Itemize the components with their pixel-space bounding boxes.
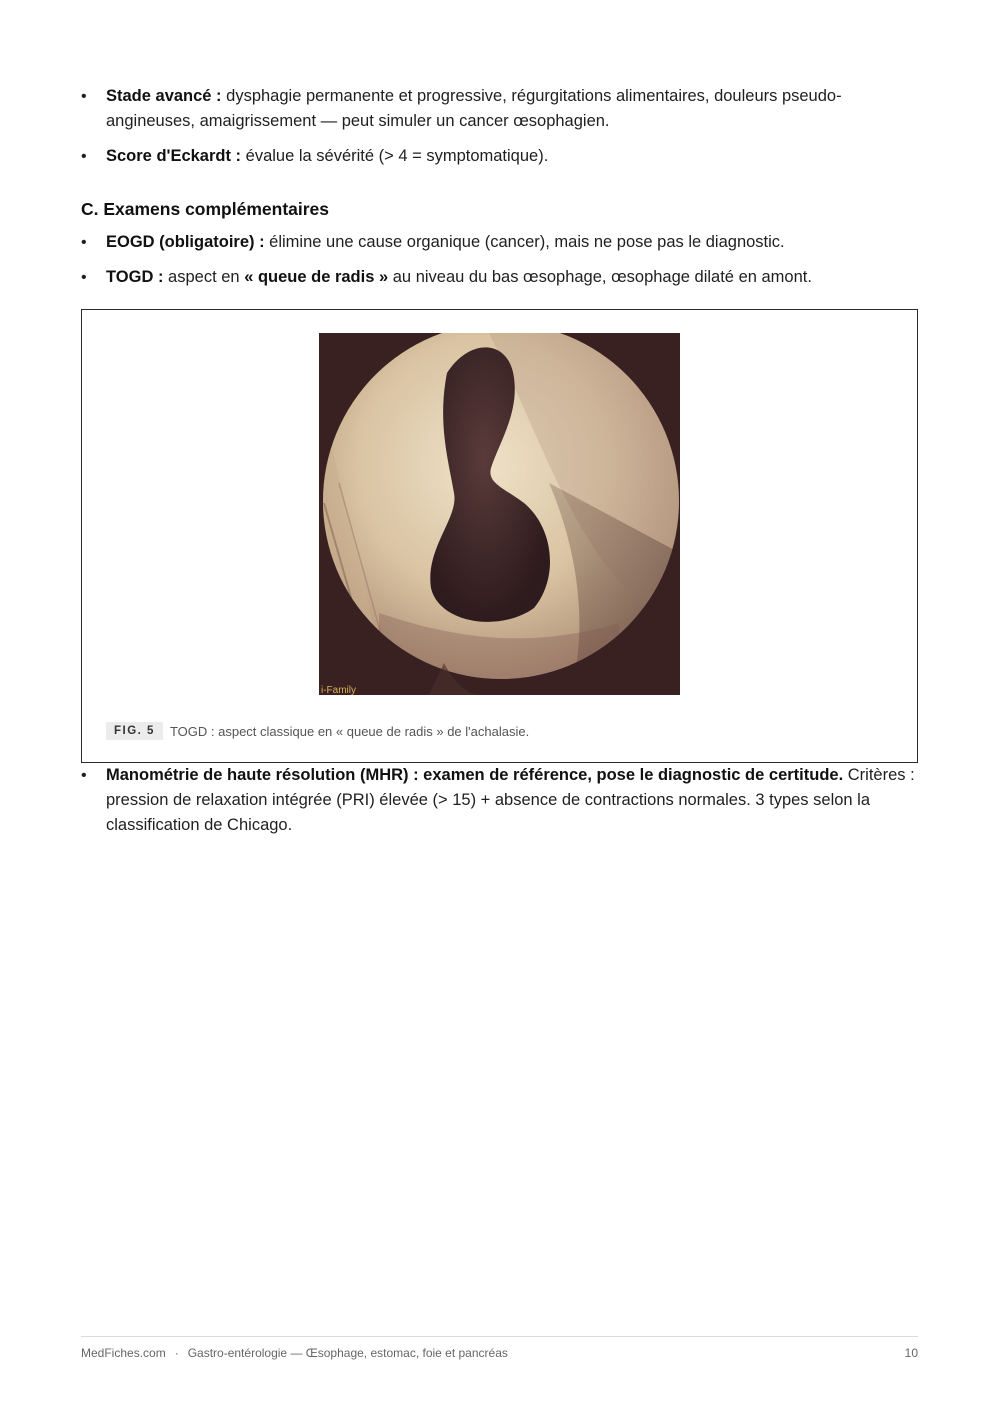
item-text: au niveau du bas œsophage, œsophage dilaté en amont. — [388, 268, 812, 286]
page-number: 10 — [904, 1346, 918, 1360]
bullet-dot: • — [81, 148, 87, 165]
image-watermark-text: i-Family — [321, 685, 356, 695]
item-label: Score d'Eckardt : — [106, 147, 242, 165]
list-item-togd — [81, 265, 918, 290]
xray-image — [319, 333, 680, 695]
bullet-dot: • — [81, 88, 87, 105]
figure-badge: FIG. 5 — [106, 722, 163, 740]
diagnosis-list — [81, 763, 918, 838]
item-text: élimine une cause organique (cancer), mais ne pose pas le diagnostic. — [264, 233, 785, 251]
figure-caption — [106, 722, 529, 740]
item-text: Critères : pression de relaxation intégrée (PRI) élevée (> 15) + absence de contractions normales. 3 types selon la classification de Chicago. — [106, 766, 915, 834]
item-text: évalue la sévérité (> 4 = symptomatique). — [241, 147, 549, 165]
page-footer — [81, 1336, 918, 1360]
item-label: Manométrie de haute résolution (MHR) : examen de référence, pose le diagnostic de certitude. — [106, 766, 844, 784]
item-text: aspect en — [163, 268, 245, 286]
item-label: TOGD : — [106, 268, 164, 286]
page-content — [81, 84, 918, 848]
list-item-advanced-stage — [81, 84, 918, 134]
list-item-eogd — [81, 230, 918, 255]
list-item-eckardt-score — [81, 144, 918, 169]
item-emphasis: « queue de radis » — [244, 268, 389, 286]
item-text: dysphagie permanente et progressive, régurgitations alimentaires, douleurs pseudo-angineuses, amaigrissement — peut simuler un cancer œsophagien. — [106, 87, 842, 130]
footer-separator: · — [174, 1346, 179, 1360]
list-item-mhr — [81, 763, 918, 838]
bullet-dot: • — [81, 767, 87, 784]
section-heading: C. Examens complémentaires — [81, 199, 330, 219]
figure-caption-text: TOGD : aspect classique en « queue de radis » de l'achalasie. — [169, 723, 530, 739]
footer-site: MedFiches.com — [81, 1346, 166, 1360]
bullet-dot: • — [81, 234, 87, 251]
symptom-list — [81, 84, 918, 169]
item-label: EOGD (obligatoire) : — [106, 233, 265, 251]
bullet-dot: • — [81, 269, 87, 286]
figure-box — [81, 309, 918, 763]
exam-list — [81, 230, 918, 290]
footer-chapter: Gastro-entérologie — Œsophage, estomac, foie et pancréas — [187, 1346, 508, 1360]
footer-left — [81, 1346, 508, 1360]
item-label: Stade avancé : — [106, 87, 222, 105]
